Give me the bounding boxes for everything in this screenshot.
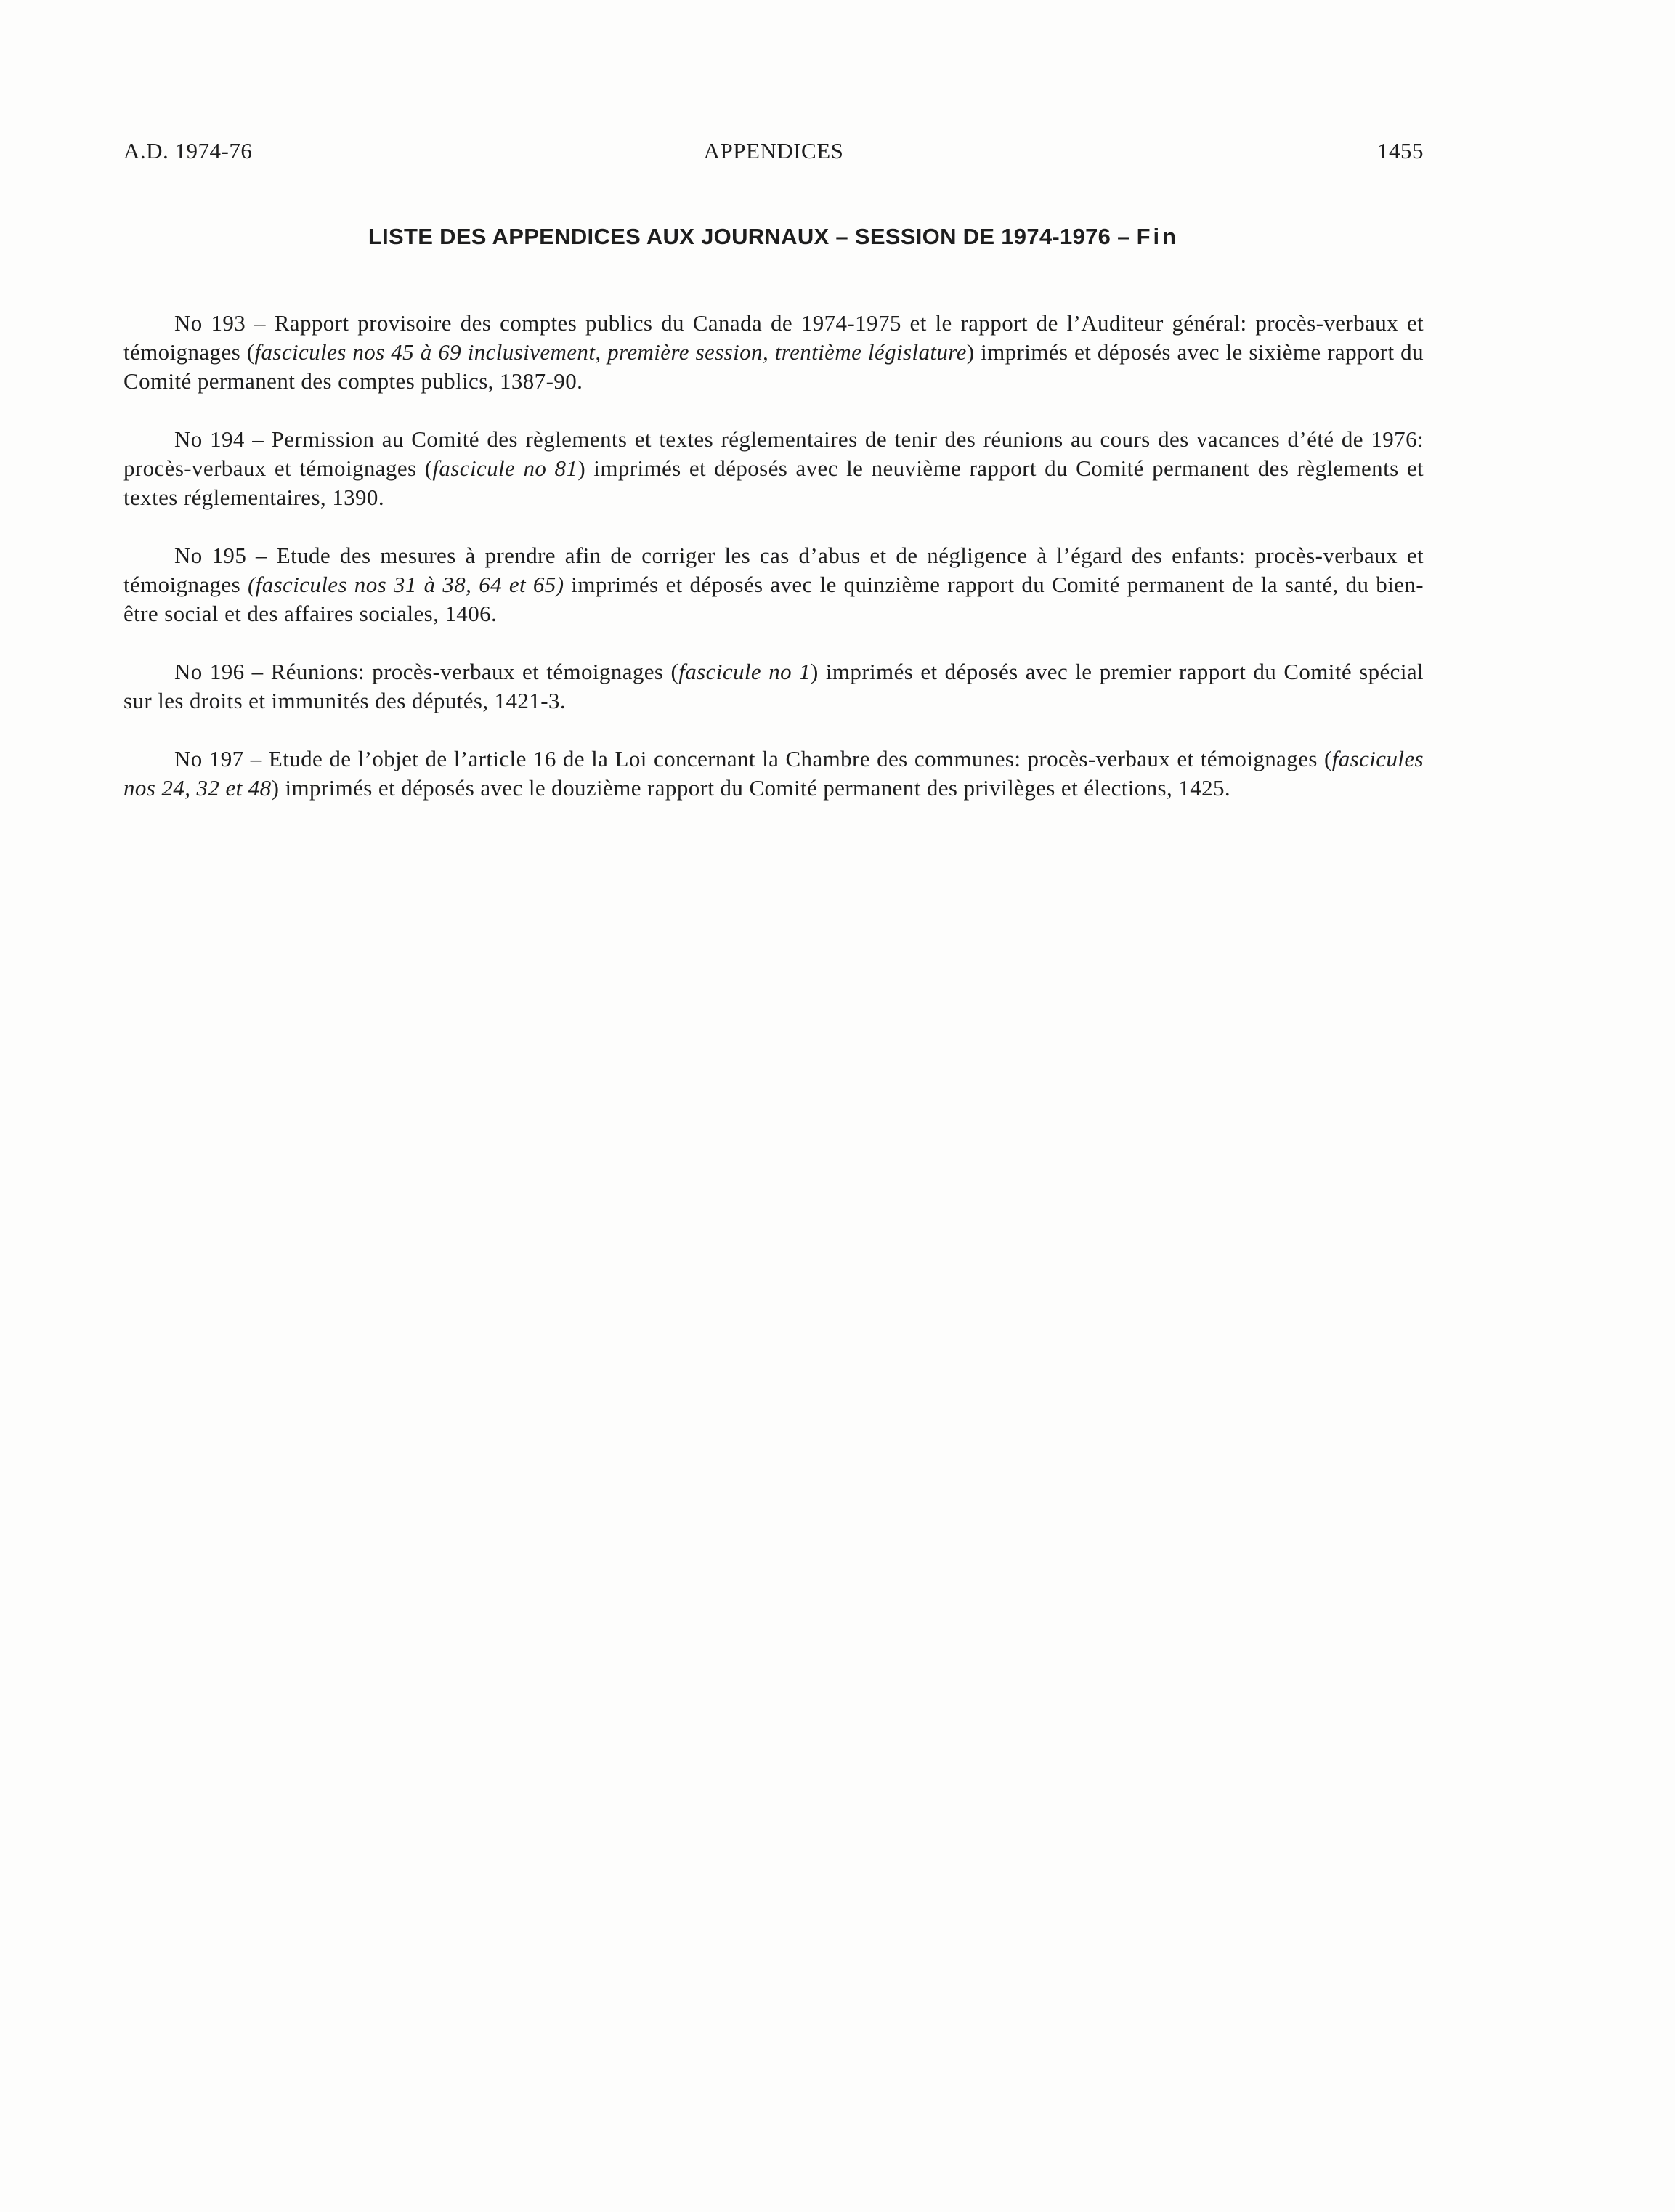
entry-text: No 197 – Etude de l’objet de l’article 16 de la Loi concernant la Chambre des communes: procès-verbaux et témoignages (: [174, 746, 1332, 771]
entry-text: ) imprimés et déposés avec le sixième rapport du Comité permanent des comptes publics, 1387-90.: [123, 339, 1424, 394]
running-header: [123, 138, 1424, 174]
entry-reference: (fascicules nos 31 à 38, 64 et 65): [247, 572, 564, 597]
entry-reference: fascicules nos 45 à 69 inclusivement, première session, trentième législature: [254, 339, 967, 365]
entry-196: [123, 657, 1424, 716]
header-date-range: A.D. 1974-76: [123, 138, 253, 163]
entry-text: No 195 – Etude des mesures à prendre afin de corriger les cas d’abus et de négligence à l’égard des enfants: procès-verbaux et témoignages: [123, 543, 1424, 597]
entry-text: imprimés et déposés avec le quinzième rapport du Comité permanent de la santé, du bien-être social et des affaires sociales, 1406.: [123, 572, 1424, 626]
page-number: 1455: [1377, 138, 1424, 163]
entry-text: No 193 – Rapport provisoire des comptes publics du Canada de 1974-1975 et le rapport de l’Auditeur général: procès-verbaux et témoignages (: [123, 310, 1424, 365]
list-title: [123, 224, 1424, 250]
entry-text: No 194 – Permission au Comité des règlements et textes réglementaires de tenir des réunions au cours des vacances d’été de 1976: procès-verbaux et témoignages (: [123, 426, 1424, 481]
entry-195: [123, 541, 1424, 628]
entry-194: [123, 425, 1424, 512]
entry-reference: fascicule no 81: [432, 455, 578, 481]
appendix-entries: [123, 309, 1424, 832]
entry-text: No 196 – Réunions: procès-verbaux et témoignages (: [174, 659, 679, 684]
entry-reference: fascicules nos 24, 32 et 48: [123, 746, 1424, 801]
entry-text: ) imprimés et déposés avec le douzième rapport du Comité permanent des privilèges et élections, 1425.: [271, 775, 1231, 801]
entry-reference: fascicule no 1: [678, 659, 811, 684]
entry-197: [123, 745, 1424, 803]
entry-text: ) imprimés et déposés avec le premier rapport du Comité spécial sur les droits et immunités des députés, 1421-3.: [123, 659, 1424, 713]
entry-193: [123, 309, 1424, 396]
entry-text: ) imprimés et déposés avec le neuvième rapport du Comité permanent des règlements et textes réglementaires, 1390.: [123, 455, 1424, 510]
list-title-suffix: Fin: [1136, 224, 1180, 249]
list-title-main: LISTE DES APPENDICES AUX JOURNAUX – SESSION DE 1974-1976 –: [368, 224, 1130, 249]
header-section-title: APPENDICES: [703, 138, 844, 163]
